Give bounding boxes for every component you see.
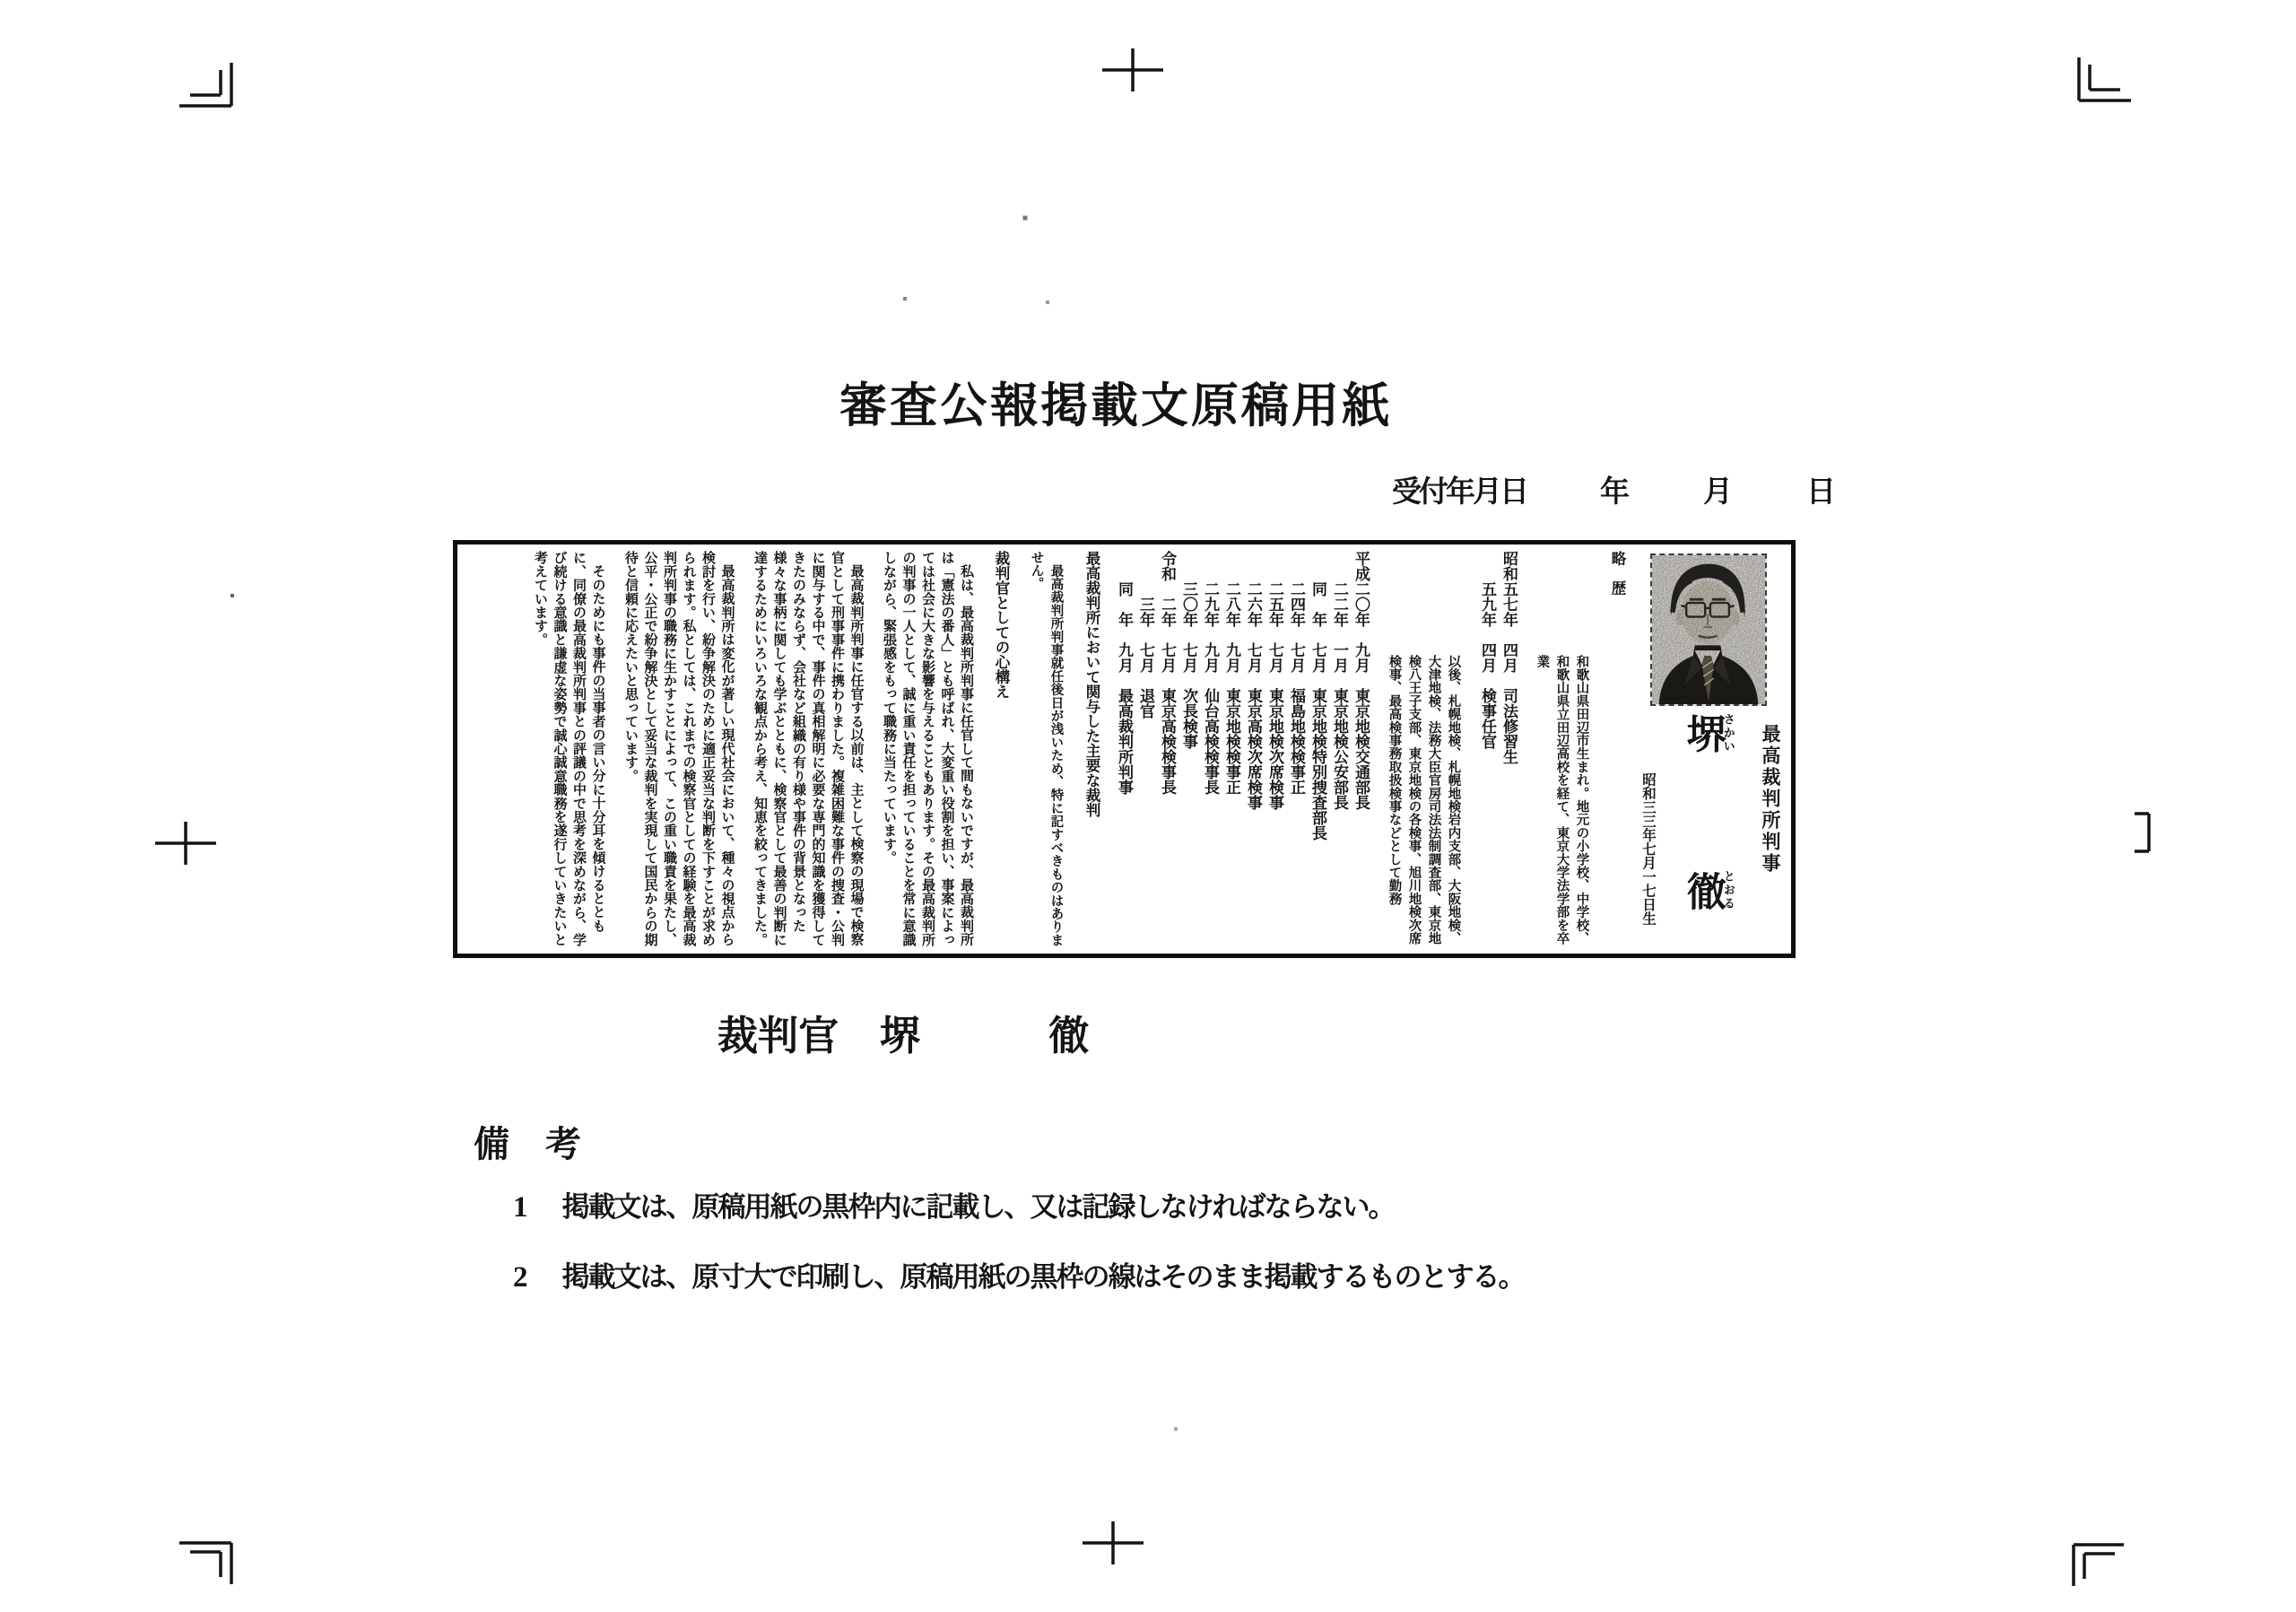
judge-given-name: 徹とおる	[1680, 870, 1735, 911]
career-entry: 同 年 九月 最高裁判所判事	[1116, 551, 1133, 795]
judge-court-title: 最高裁判所判事	[1760, 724, 1781, 875]
remark-text: 掲載文は、原稿用紙の黒枠内に記載し、又は記録しなければならない。	[561, 1191, 1395, 1223]
judge-name-row	[1633, 713, 1784, 937]
manuscript-frame	[453, 540, 1796, 958]
reception-year-label: 年	[1600, 476, 1630, 509]
career-entry: 二二年 一月 東京地検公安部長	[1331, 551, 1348, 810]
signature-line	[718, 1003, 1089, 1061]
remark-number: 1	[513, 1191, 528, 1224]
portrait-photo	[1650, 553, 1767, 706]
career-entry: 二四年 七月 福島地検検事正	[1288, 551, 1305, 795]
career-entry: 五九年 四月 検事任官	[1479, 551, 1496, 749]
statement-paragraph: 私は、最高裁判所判事に任官して間もないですが、最高裁判所は「憲法の番人」とも呼ばれ、大変重い役割を担い、事案によっては社会に大きな影響を与えることもあります。その最高裁判所の判事の一人として、誠に重い責任を担っていることを常に意識しながら、緊張感をもって職務に当たっています。	[882, 551, 973, 946]
statement-paragraph: 最高裁判所は変化が著しい現代社会において、種々の視点から検討を行い、紛争解決のために適正妥当な判断を下すことが求められます。私としては、これまでの検察官としての経験を最高裁判所判事の職務に生かすことによって、この重い職責を果たし、公平・公正で紛争解決として妥当な裁判を実現して国民からの期待と信頼に応えたいと思っています。	[623, 551, 735, 946]
signature-given-name: 徹	[1048, 1014, 1090, 1059]
registration-mark-top-left	[176, 57, 240, 113]
birth-paragraph: 和歌山県田辺市生まれ。地元の小学校、中学校、和歌山県立田辺高校を経て、東京大学法学部を卒業	[1535, 655, 1589, 945]
career-paragraph: 以後、札幌地検、札幌地検岩内支部、大阪地検、大津地検、法務大臣官房司法法制調査部、東京地検八王子支部、東京地検の各検事、旭川地検次席検事、最高検事務取扱検事などとして勤務	[1387, 655, 1461, 945]
career-entry: 令和 二年 七月 東京高検検事長	[1159, 551, 1176, 795]
career-entry: 昭和五七年 四月 司法修習生	[1500, 551, 1518, 764]
page-title: 審査公報掲載文原稿用紙	[839, 379, 1392, 432]
judge-family-name: 堺さかい	[1680, 713, 1735, 754]
remark-text: 掲載文は、原寸大で印刷し、原稿用紙の黒枠の線はそのまま掲載するものとする。	[561, 1261, 1525, 1293]
career-entry: 二九年 九月 仙台高検検事長	[1202, 551, 1219, 795]
career-entry: 平成二〇年 九月 東京地検交通部長	[1352, 551, 1370, 810]
registration-mark-top-center	[1100, 47, 1166, 93]
registration-mark-top-right	[2070, 52, 2135, 108]
judge-given-kana: とおる	[1721, 870, 1735, 911]
career-entry: 三〇年 七月 次長検事	[1180, 551, 1197, 749]
reception-day-label: 日	[1806, 476, 1836, 509]
rireki-header: 略 歴	[1609, 551, 1626, 596]
career-entry: 二八年 九月 東京地検検事正	[1223, 551, 1240, 795]
registration-mark-right-middle	[2131, 810, 2154, 855]
scan-noise	[0, 0, 2, 2]
career-entry: 二六年 七月 東京高検次席検事	[1245, 551, 1262, 810]
judge-name	[1679, 713, 1735, 937]
trials-paragraph: 最高裁判所判事就任後日が浅いため、特に記すべきものはありません。	[1029, 551, 1064, 946]
reception-month-label: 月	[1703, 476, 1733, 509]
statement-paragraph: 最高裁判所判事に任官する以前は、主として検察の現場で検察官として刑事事件に携わりました。複雑困難な事件の捜査・公判に関与する中で、事件の真相解明に必要な専門的知識を獲得してきたのみならず、会社など組織の有り様や事件の背景となった様々な事柄に関しても学ぶとともに、検察官として最善の判断に達するためにいろいろな観点から考え、知恵を絞ってきました。	[752, 551, 864, 946]
trials-header: 最高裁判所において関与した主要な裁判	[1083, 551, 1100, 817]
remark-item	[513, 1254, 1525, 1294]
judge-family-kana: さかい	[1721, 713, 1735, 754]
judge-name-block	[1633, 550, 1784, 948]
registration-mark-bottom-left	[176, 1534, 240, 1590]
career-entry: 三年 七月 退官	[1137, 551, 1154, 719]
reception-label: 受付年月日	[1392, 476, 1526, 509]
biography-flow	[466, 551, 1630, 947]
remarks-header: 備 考	[474, 1124, 581, 1164]
reception-date-row	[1392, 468, 1836, 510]
registration-mark-bottom-right	[2063, 1536, 2127, 1591]
statement-header: 裁判官としての心構え	[993, 551, 1010, 699]
remark-number: 2	[513, 1261, 528, 1294]
statement-paragraph: そのためにも事件の当事者の言い分に十分耳を傾けるとともに、同僚の最高裁判所判事との評議の中で思考を深めながら、学び続ける意識と謙虚な姿勢で誠心誠意職務を遂行していきたいと考えています。	[533, 551, 605, 946]
registration-mark-bottom-center	[1080, 1520, 1146, 1566]
registration-mark-left-middle	[152, 820, 219, 867]
signature-label: 裁判官	[718, 1014, 839, 1059]
judge-birthdate: 昭和三三年七月一七日生	[1640, 772, 1656, 926]
signature-family-name: 堺	[880, 1014, 921, 1059]
remark-item	[513, 1184, 1395, 1224]
portrait-illustration	[1652, 555, 1765, 704]
career-entry: 同 年 七月 東京地検特別捜査部長	[1309, 551, 1326, 841]
career-entry: 二五年 七月 東京地検次席検事	[1266, 551, 1283, 810]
